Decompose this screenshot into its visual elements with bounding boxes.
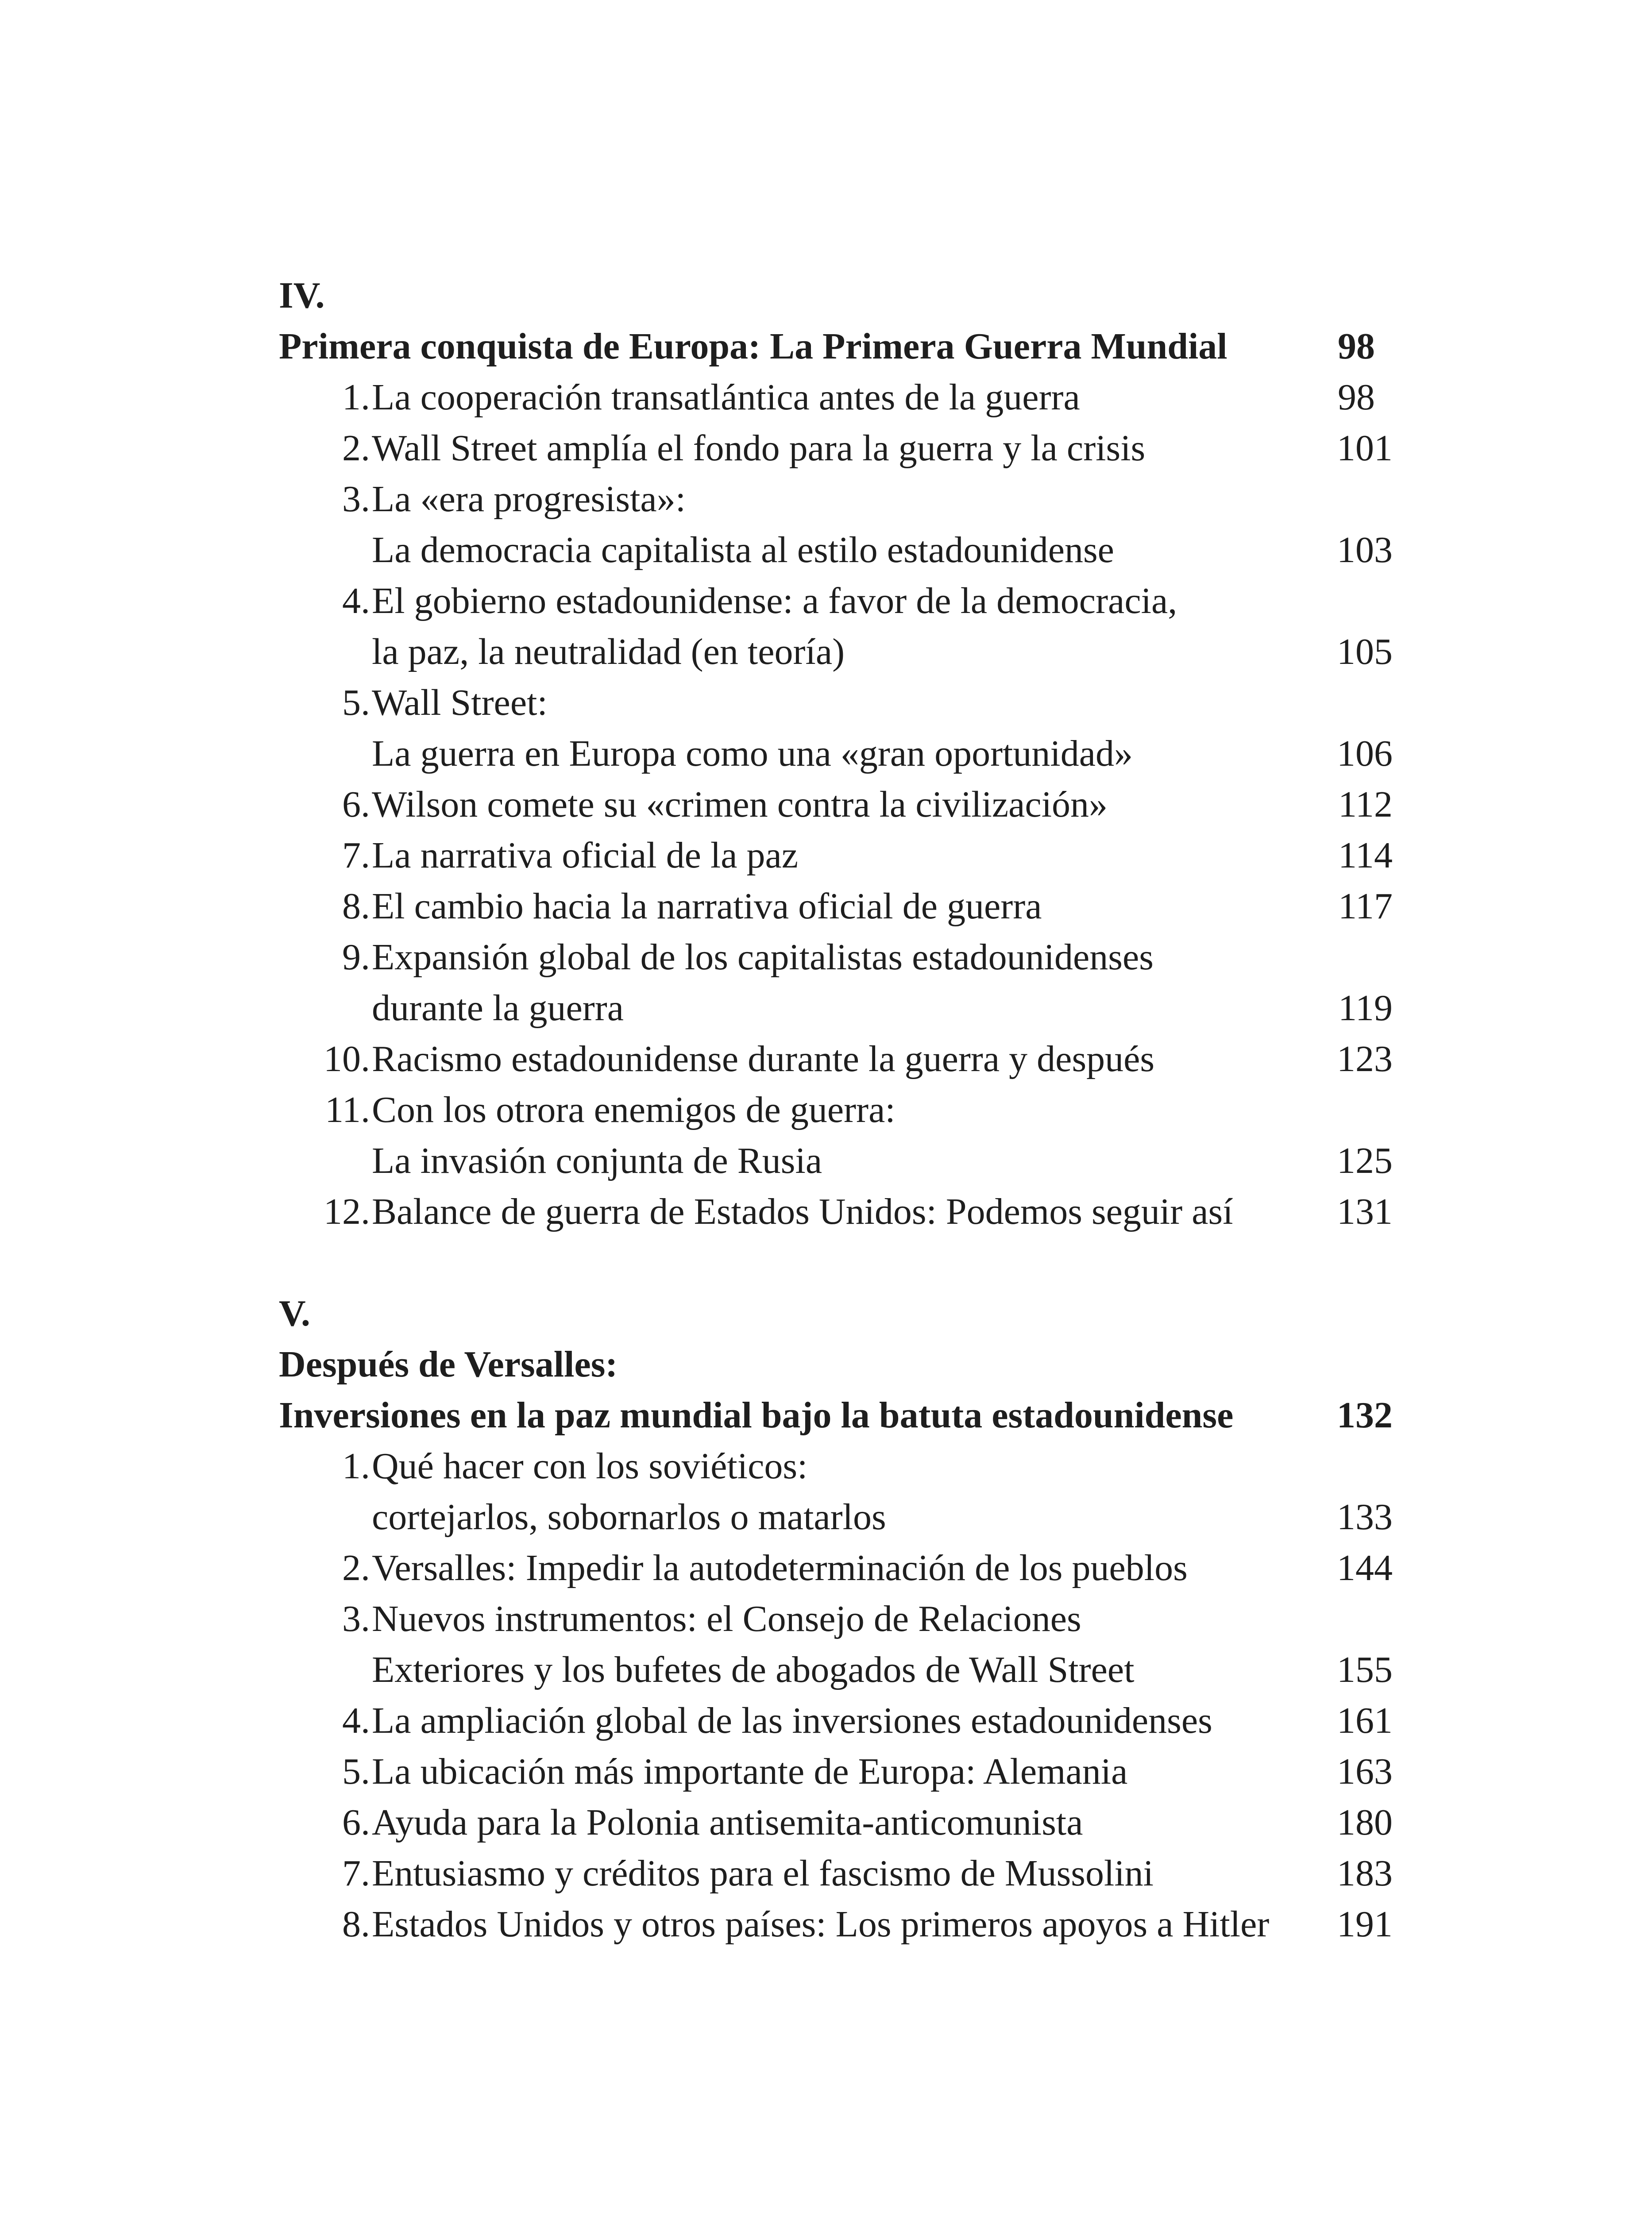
- toc-entry-line: [279, 372, 1393, 423]
- entry-number: 4.: [342, 580, 370, 621]
- toc-part: [279, 270, 1393, 1237]
- page-number: 132: [1337, 1395, 1393, 1436]
- toc-entry-line: [279, 575, 1393, 626]
- part-heading-text: Inversiones en la paz mundial bajo la batuta estadounidense: [279, 1395, 1234, 1436]
- entry-title: El gobierno estadounidense: a favor de la democracia,: [372, 580, 1177, 621]
- entry-number: 8.: [342, 886, 370, 927]
- entry-title: La narrativa oficial de la paz: [372, 835, 799, 876]
- entry-title: Entusiasmo y créditos para el fascismo de Mussolini: [372, 1853, 1154, 1894]
- toc-entry-line: [279, 1186, 1393, 1237]
- entry-title: La cooperación transatlántica antes de la guerra: [372, 377, 1080, 418]
- part-numeral: V.: [279, 1293, 310, 1334]
- table-of-contents: [279, 270, 1393, 1950]
- toc-entry-continuation: [279, 626, 1393, 677]
- page-number: 123: [1337, 1038, 1393, 1080]
- part-heading-line: [279, 321, 1393, 372]
- toc-entry-line: [279, 1084, 1393, 1135]
- entry-number: 11.: [325, 1089, 370, 1130]
- entry-number: 6.: [342, 1802, 370, 1843]
- entry-title: La ampliación global de las inversiones estadounidenses: [372, 1700, 1212, 1741]
- entry-number: 5.: [342, 1751, 370, 1792]
- toc-entry-line: [279, 881, 1393, 932]
- toc-entry-line: [279, 1797, 1393, 1848]
- entry-title: Wall Street amplía el fondo para la guerra y la crisis: [372, 428, 1146, 469]
- page-number: 155: [1337, 1649, 1393, 1690]
- entry-number: 3.: [342, 1598, 370, 1639]
- entry-title: Versalles: Impedir la autodeterminación de los pueblos: [372, 1547, 1188, 1588]
- page-number: 105: [1337, 631, 1393, 672]
- toc-entry-continuation: [279, 1492, 1393, 1542]
- toc-entry-line: [279, 1899, 1393, 1950]
- entry-title: Expansión global de los capitalistas estadounidenses: [372, 937, 1154, 978]
- page-number: 117: [1338, 886, 1393, 927]
- section-gap: [279, 1237, 1393, 1288]
- toc-entry-continuation: [279, 1644, 1393, 1695]
- part-numeral: IV.: [279, 275, 325, 316]
- page-number: 98: [1338, 377, 1375, 418]
- toc-part: [279, 1288, 1393, 1950]
- entry-title: Exteriores y los bufetes de abogados de Wall Street: [372, 1649, 1135, 1690]
- page-number: 183: [1337, 1853, 1393, 1894]
- entry-number: 5.: [342, 682, 370, 723]
- toc-entry-line: [279, 1746, 1393, 1797]
- page-number: 114: [1338, 835, 1393, 876]
- toc-entry-line: [279, 1593, 1393, 1644]
- entry-title: Wall Street:: [372, 682, 548, 723]
- toc-entry-line: [279, 1441, 1393, 1492]
- entry-number: 4.: [342, 1700, 370, 1741]
- toc-entry-line: [279, 779, 1393, 830]
- entry-title: La «era progresista»:: [372, 478, 686, 520]
- entry-number: 8.: [342, 1904, 370, 1945]
- toc-entry-line: [279, 1033, 1393, 1084]
- page-number: 106: [1337, 733, 1393, 774]
- page-number: 131: [1337, 1191, 1393, 1232]
- page-number: 125: [1337, 1140, 1393, 1181]
- page-number: 112: [1338, 784, 1393, 825]
- part-heading-text: Después de Versalles:: [279, 1344, 618, 1385]
- part-heading-text: Primera conquista de Europa: La Primera Guerra Mundial: [279, 326, 1227, 367]
- page-number: 161: [1337, 1700, 1393, 1741]
- entry-title: Wilson comete su «crimen contra la civilización»: [372, 784, 1108, 825]
- entry-number: 7.: [342, 1853, 370, 1894]
- entry-title: la paz, la neutralidad (en teoría): [372, 631, 845, 672]
- toc-entry-line: [279, 1848, 1393, 1899]
- page-number: 144: [1337, 1547, 1393, 1588]
- entry-title: La ubicación más importante de Europa: Alemania: [372, 1751, 1128, 1792]
- toc-entry-line: [279, 1542, 1393, 1593]
- entry-title: La democracia capitalista al estilo estadounidense: [372, 529, 1114, 571]
- entry-title: Qué hacer con los soviéticos:: [372, 1446, 808, 1487]
- entry-title: Racismo estadounidense durante la guerra y después: [372, 1038, 1155, 1080]
- entry-number: 1.: [342, 377, 370, 418]
- part-heading-line: [279, 1339, 1393, 1390]
- toc-entry-line: [279, 932, 1393, 983]
- toc-entry-line: [279, 474, 1393, 524]
- page-number: 163: [1337, 1751, 1393, 1792]
- toc-entry-continuation: [279, 983, 1393, 1033]
- page-number: 103: [1337, 529, 1393, 571]
- page-number: 119: [1338, 987, 1393, 1029]
- entry-title: El cambio hacia la narrativa oficial de guerra: [372, 886, 1042, 927]
- entry-number: 12.: [324, 1191, 370, 1232]
- page-number: 191: [1337, 1904, 1393, 1945]
- toc-entry-line: [279, 677, 1393, 728]
- entry-number: 3.: [342, 478, 370, 520]
- entry-title: durante la guerra: [372, 987, 624, 1029]
- entry-title: Balance de guerra de Estados Unidos: Podemos seguir así: [372, 1191, 1233, 1232]
- entry-number: 10.: [324, 1038, 370, 1080]
- entry-number: 9.: [342, 937, 370, 978]
- entry-title: Ayuda para la Polonia antisemita-anticomunista: [372, 1802, 1083, 1843]
- toc-entry-continuation: [279, 524, 1393, 575]
- toc-entry-continuation: [279, 728, 1393, 779]
- entry-title: La guerra en Europa como una «gran oportunidad»: [372, 733, 1133, 774]
- toc-entry-line: [279, 1695, 1393, 1746]
- entry-number: 2.: [342, 1547, 370, 1588]
- entry-title: Con los otrora enemigos de guerra:: [372, 1089, 895, 1130]
- page-number: 133: [1337, 1496, 1393, 1538]
- toc-entry-continuation: [279, 1135, 1393, 1186]
- page-number: 98: [1338, 326, 1375, 367]
- entry-title: Estados Unidos y otros países: Los primeros apoyos a Hitler: [372, 1904, 1270, 1945]
- page-number: 180: [1337, 1802, 1393, 1843]
- part-heading-line: [279, 1390, 1393, 1441]
- toc-entry-line: [279, 830, 1393, 881]
- entry-number: 1.: [342, 1446, 370, 1487]
- entry-number: 7.: [342, 835, 370, 876]
- entry-number: 2.: [342, 428, 370, 469]
- entry-number: 6.: [342, 784, 370, 825]
- entry-title: cortejarlos, sobornarlos o matarlos: [372, 1496, 886, 1538]
- page-number: 101: [1337, 428, 1393, 469]
- entry-title: Nuevos instrumentos: el Consejo de Relaciones: [372, 1598, 1081, 1639]
- toc-entry-line: [279, 423, 1393, 474]
- entry-title: La invasión conjunta de Rusia: [372, 1140, 822, 1181]
